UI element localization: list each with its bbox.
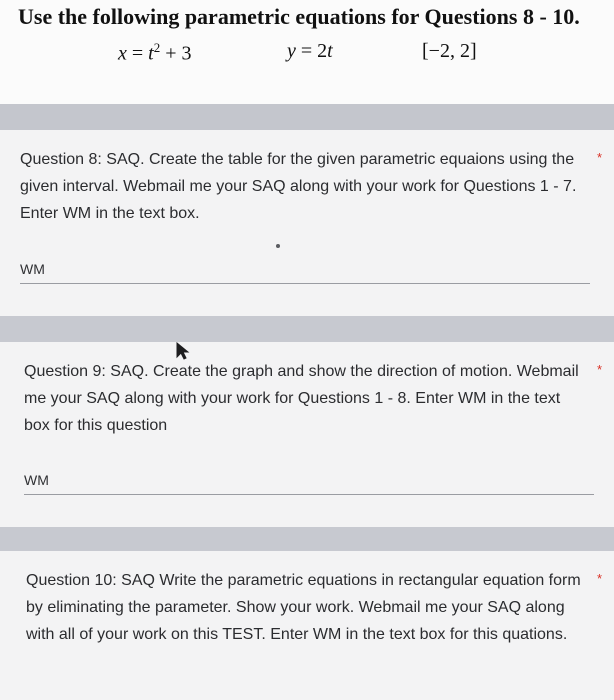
required-asterisk: * (596, 571, 602, 586)
equation-x: $x = t^2 + 3$ (118, 40, 192, 65)
equation-y: y = 2t (287, 40, 333, 62)
answer-input[interactable]: WM (20, 255, 590, 284)
question-card-9 (0, 342, 614, 527)
question-card-8 (0, 130, 614, 316)
question-text: Question 10: SAQ Write the parametric equations in rectangular equation form by eliminating the parameter. Show your work. Webmail me your SAQ along with all of your work on this TEST. Enter WM in the text box for this quations. (26, 572, 581, 643)
stray-dot (276, 244, 280, 248)
section-divider (0, 104, 614, 130)
question-text: Question 8: SAQ. Create the table for the given parametric equaions using the given interval. Webmail me your SAQ along with your work for Questions 1 - 7. Enter WM in the text box. (20, 151, 577, 222)
answer-input[interactable]: WM (24, 466, 594, 495)
page-title: Use the following parametric equations for Questions 8 - 10. (18, 4, 580, 29)
section-divider (0, 316, 614, 342)
form-header (0, 0, 614, 104)
equation-interval: [−2, 2] (422, 40, 477, 62)
required-asterisk: * (596, 150, 602, 165)
question-card-10 (0, 551, 614, 700)
question-text: Question 9: SAQ. Create the graph and show the direction of motion. Webmail me your SAQ along with your work for Questions 1 - 8. Enter WM in the text box for this question (24, 363, 579, 434)
section-divider (0, 527, 614, 551)
required-asterisk: * (596, 362, 602, 377)
